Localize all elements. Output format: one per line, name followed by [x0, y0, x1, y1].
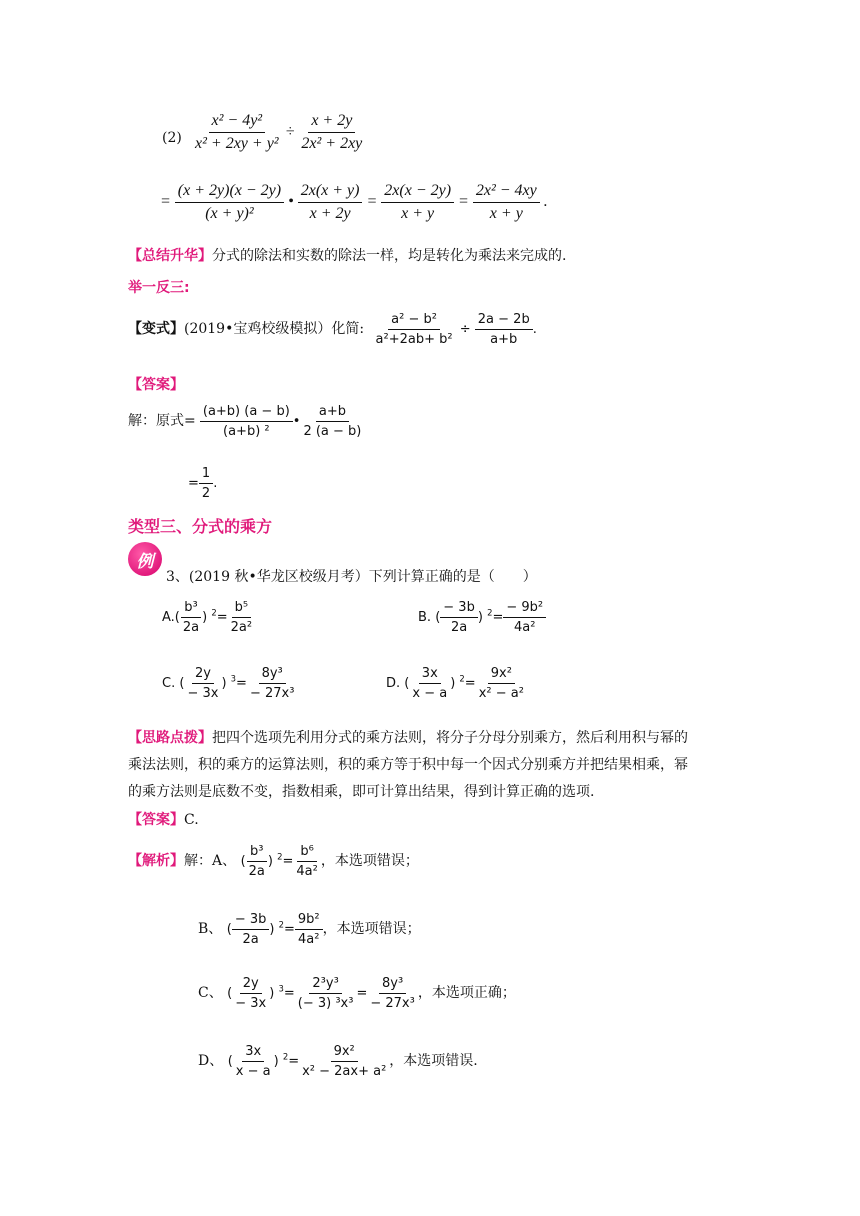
denominator: x + 2y — [309, 205, 351, 222]
summary-line — [128, 245, 566, 265]
numerator: 8y³ — [259, 666, 286, 684]
fraction — [409, 666, 450, 701]
part2-steps — [160, 182, 548, 223]
denominator: 2 — [201, 486, 211, 501]
equals-sign: = — [188, 476, 199, 491]
divide-sign: ÷ — [285, 123, 295, 141]
example-question: 3、(2019 秋•华龙区校级月考）下列计算正确的是（ ） — [166, 569, 537, 585]
exponent: 2 — [282, 1051, 289, 1062]
hint-label: 【思路点拨】 — [128, 730, 212, 746]
variant-expression — [373, 312, 537, 347]
exponent: 2 — [277, 851, 283, 862]
numerator: 1 — [199, 466, 213, 484]
answer-text: C. — [184, 812, 199, 828]
part-label: (2) — [162, 130, 182, 146]
period: . — [532, 322, 537, 337]
fraction — [476, 666, 527, 701]
equals-sign: = — [492, 610, 504, 625]
denominator: (x + y)² — [205, 205, 254, 222]
answer1-expression — [196, 404, 365, 439]
analysis-b — [198, 912, 421, 947]
expression: ( $\frac{\text{b³}}{2a}$ ) $^2$= $\frac{\text{b⁶}}{\text{4a²}}$ — [241, 854, 321, 869]
summary-label: 【总结升华】 — [128, 248, 212, 264]
numerator: − 9b² — [503, 600, 546, 618]
option-label: A. — [162, 610, 175, 625]
multiply-dot: • — [292, 414, 301, 429]
verdict: ，本选项正确； — [417, 985, 516, 1001]
fraction — [247, 666, 297, 701]
equals-sign: = — [282, 854, 294, 869]
summary-text: 分式的除法和实数的除法一样，均是转化为乘法来完成的. — [212, 248, 567, 264]
fraction — [503, 600, 546, 635]
analysis-option-label: D、 — [198, 1053, 224, 1069]
option-label: C. — [162, 676, 176, 691]
variant-source: (2019•宝鸡校级模拟）化简: — [184, 321, 365, 337]
numerator: 8y³ — [379, 976, 406, 994]
numerator: 9x² — [488, 666, 515, 684]
expression: ( $\frac{2y}{- 3x}$ ) $^3$= $\frac{\text{2³y³}}{\text{(− 3) ³x³}}$ = $\frac{\text{8y³}}{\text{− 27x³}}$ — [227, 986, 418, 1001]
equals-sign: = — [458, 193, 469, 211]
fraction — [300, 404, 364, 439]
numerator: 2³y³ — [309, 976, 341, 994]
denominator: 4a² — [298, 932, 320, 947]
numerator: 2x(x + y) — [298, 182, 363, 203]
fraction — [233, 1044, 274, 1079]
numerator: (a+b) (a − b) — [200, 404, 293, 422]
fraction — [295, 976, 357, 1011]
fraction — [192, 112, 282, 153]
option-c: C. ( $\frac{2y}{- 3x}$ ) $^3$= $\frac{\text{8y³}}{\text{− 27x³}}$ — [162, 666, 297, 701]
numerator: 2y — [192, 666, 214, 684]
part2-expression — [192, 112, 365, 153]
numerator: 9b² — [295, 912, 323, 930]
fraction — [232, 976, 269, 1011]
equals-sign: = — [356, 986, 368, 1001]
verdict: ，本选项错误； — [320, 853, 419, 869]
equals-sign: = — [160, 193, 171, 211]
numerator: − 3b — [232, 912, 270, 930]
denominator: − 3x — [187, 686, 219, 701]
fraction — [228, 600, 255, 635]
analysis-label: 【解析】 — [128, 853, 184, 869]
equals-sign: = — [288, 1054, 300, 1069]
denominator: x − a — [235, 1064, 271, 1079]
numerator: 9x² — [331, 1044, 358, 1062]
denominator: (a+b) ² — [223, 424, 270, 439]
numerator: a² − b² — [388, 312, 440, 330]
denominator: a+b — [490, 332, 518, 347]
equals-sign: = — [283, 986, 295, 1001]
verdict: ，本选项错误； — [322, 921, 421, 937]
answer-label: 【答案】 — [128, 377, 184, 393]
denominator: 2a² — [230, 620, 253, 635]
example-icon: 例 — [128, 542, 162, 576]
numerator: 2y — [240, 976, 262, 994]
divide-sign: ÷ — [459, 322, 471, 337]
expression: ( $\frac{- 3b}{2a}$ ) $^2$= $\frac{\text{9b²}}{\text{4a²}}$ — [227, 922, 323, 937]
denominator: x − a — [412, 686, 448, 701]
option-b: B. ( $\frac{- 3b}{2a}$ ) $^2$= $\frac{\text{− 9b²}}{\text{4a²}}$ — [418, 600, 546, 635]
variant-line — [128, 312, 537, 347]
denominator: x² + 2xy + y² — [195, 135, 279, 152]
numerator: a+b — [316, 404, 349, 422]
exponent: 3 — [230, 673, 237, 684]
fraction — [298, 112, 365, 153]
period: . — [213, 476, 218, 491]
fraction — [473, 182, 540, 223]
analysis-c — [198, 976, 516, 1011]
numerator: b⁵ — [232, 600, 251, 618]
numerator: x + 2y — [308, 112, 355, 133]
denominator: − 27x³ — [370, 996, 415, 1011]
numerator: 2x(x − 2y) — [381, 182, 454, 203]
denominator: 2a — [248, 864, 265, 879]
denominator: 2a — [182, 620, 200, 635]
verdict: ，本选项错误. — [389, 1053, 478, 1069]
numerator: 2x² − 4xy — [473, 182, 540, 203]
fraction — [295, 912, 323, 947]
equals-sign: = — [236, 676, 247, 691]
equals-sign: = — [283, 922, 295, 937]
option-a: A.( $\frac{\text{b³}}{2a}$ ) $^2$= $\frac{\text{b⁵}}{\text{2a²}}$ — [162, 600, 255, 635]
denominator: − 27x³ — [249, 686, 295, 701]
analysis-d — [198, 1044, 478, 1079]
denominator: x + y — [489, 205, 523, 222]
fraction — [180, 600, 202, 635]
denominator: (− 3) ³x³ — [297, 996, 354, 1011]
denominator: 2 (a − b) — [303, 424, 362, 439]
fraction — [200, 404, 293, 439]
exponent: 2 — [278, 919, 284, 930]
section-title: 类型三、分式的乘方 — [128, 517, 273, 536]
denominator: 2a — [450, 620, 468, 635]
option-label: D. — [386, 676, 401, 691]
numerator: 2a − 2b — [475, 312, 533, 330]
denominator: − 3x — [235, 996, 267, 1011]
answer1-result — [188, 466, 217, 501]
numerator: b³ — [181, 600, 200, 618]
exponent: 3 — [278, 983, 284, 994]
exponent: 2 — [459, 673, 465, 684]
fraction — [298, 182, 363, 223]
fraction — [381, 182, 454, 223]
answer1-intro: 解：原式= — [128, 413, 196, 429]
denominator: 2x² + 2xy — [301, 135, 363, 152]
denominator: x² − 2ax+ a² — [302, 1064, 387, 1079]
option-d: D. ( $\frac{3x}{x - a}$ ) $^2$= $\frac{\text{9x²}}{\text{x² − a²}}$ — [386, 666, 527, 701]
denominator: 2a — [242, 932, 259, 947]
analysis-option-label: B、 — [198, 921, 223, 937]
fraction — [440, 600, 478, 635]
exponent: 2 — [487, 607, 493, 618]
fraction — [199, 466, 213, 501]
fraction — [367, 976, 417, 1011]
equals-sign: = — [464, 676, 476, 691]
fraction — [232, 912, 270, 947]
answer1-line — [128, 404, 364, 439]
numerator: x² − 4y² — [209, 112, 266, 133]
period: . — [543, 193, 548, 211]
numerator: b³ — [247, 844, 266, 862]
variant-label: 【变式】 — [128, 321, 184, 337]
equals-sign: = — [216, 610, 228, 625]
answer-label: 【答案】 — [128, 812, 184, 828]
hint-line-3: 的乘方法则是底数不变，指数相乘，即可计算出结果，得到计算正确的选项. — [128, 784, 595, 800]
numerator: b⁶ — [297, 844, 316, 862]
denominator: 4a² — [514, 620, 536, 635]
analysis-a — [128, 844, 419, 879]
fraction — [475, 312, 533, 347]
fraction — [293, 844, 320, 879]
hint-text: 把四个选项先利用分式的乘方法则，将分子分母分别乘方，然后利用积与幂的 — [212, 730, 688, 746]
fraction — [175, 182, 284, 223]
multiply-dot: • — [288, 193, 294, 211]
hint-line-2: 乘法法则，积的乘方的运算法则，积的乘方等于积中每一个因式分别乘方并把结果相乘，幂 — [128, 757, 688, 773]
expression: ( $\frac{3x}{x - a}$ ) $^2$= $\frac{\text{9x²}}{\text{x² − 2ax+ a²}}$ — [228, 1054, 390, 1069]
denominator: x² − a² — [478, 686, 524, 701]
fraction — [299, 1044, 389, 1079]
inference-label: 举一反三: — [128, 280, 190, 296]
fraction — [373, 312, 456, 347]
numerator: (x + 2y)(x − 2y) — [175, 182, 284, 203]
option-label: B. — [418, 610, 432, 625]
denominator: a²+2ab+ b² — [375, 332, 453, 347]
denominator: x + y — [401, 205, 435, 222]
analysis-intro: 解：A、 — [184, 853, 237, 869]
exponent: 2 — [211, 607, 217, 618]
fraction — [246, 844, 268, 879]
answer2-line — [128, 809, 199, 829]
numerator: 3x — [242, 1044, 264, 1062]
numerator: − 3b — [440, 600, 478, 618]
numerator: 3x — [419, 666, 441, 684]
hint-line-1 — [128, 727, 688, 747]
equals-sign: = — [366, 193, 378, 211]
fraction — [184, 666, 221, 701]
analysis-option-label: C、 — [198, 985, 223, 1001]
denominator: 4a² — [296, 864, 318, 879]
